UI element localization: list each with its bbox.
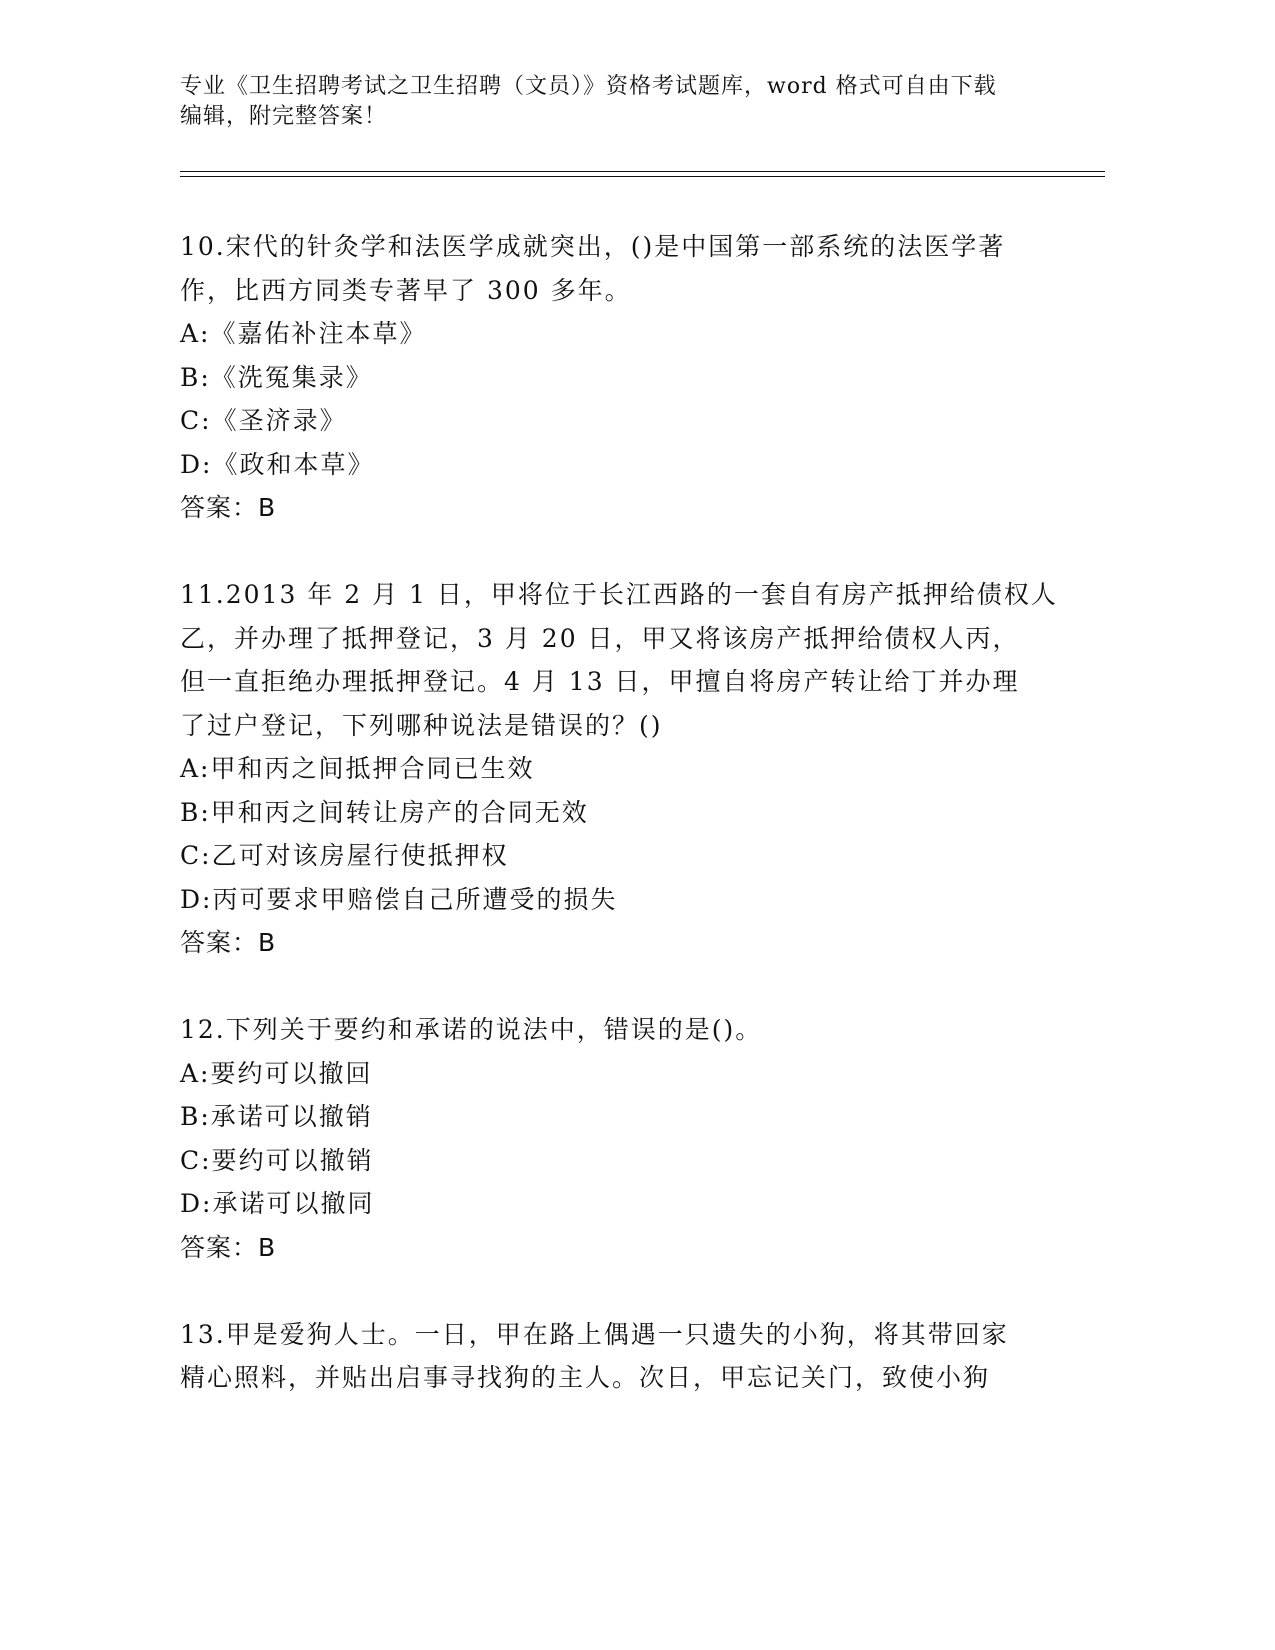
question-spacer: [180, 1269, 1060, 1313]
option-text: 甲和丙之间抵押合同已生效: [210, 754, 535, 783]
document-header: [180, 72, 1060, 132]
question-text-line: 12.下列关于要约和承诺的说法中，错误的是()。: [180, 1015, 763, 1044]
question-text-line: 作，比西方同类专著早了 300 多年。: [180, 275, 632, 305]
question-11: [180, 573, 1060, 965]
question-13: [180, 1313, 1060, 1400]
option-text: 要约可以撤回: [210, 1058, 373, 1088]
option-a: [180, 312, 1060, 356]
option-letter: D:: [180, 1189, 213, 1218]
option-c: [180, 834, 1060, 878]
question-list: [180, 225, 1060, 1400]
option-letter: A:: [180, 319, 211, 348]
option-a: [180, 747, 1060, 791]
header-divider-bottom: [180, 176, 1105, 177]
option-letter: C:: [180, 1145, 212, 1175]
option-text: 甲和丙之间转让房产的合同无效: [210, 797, 589, 827]
option-a: [180, 1052, 1060, 1096]
option-d: [180, 878, 1060, 922]
option-letter: A:: [180, 1058, 211, 1088]
header-line-1: 专业《卫生招聘考试之卫生招聘（文员）》资格考试题库，word 格式可自由下载: [180, 74, 997, 99]
option-text: 乙可对该房屋行使抵押权: [211, 841, 509, 870]
option-text: 《圣济录》: [211, 406, 347, 435]
option-letter: B:: [180, 362, 211, 392]
option-text: 《洗冤集录》: [210, 362, 373, 392]
option-text: 承诺可以撤销: [210, 1102, 373, 1131]
option-letter: D:: [180, 884, 213, 914]
option-letter: C:: [180, 841, 212, 870]
option-b: [180, 1095, 1060, 1139]
option-letter: C:: [180, 406, 212, 435]
option-text: 要约可以撤销: [211, 1145, 374, 1175]
option-letter: B:: [180, 1102, 211, 1131]
option-text: 承诺可以撤同: [212, 1189, 375, 1218]
question-text-line: 13.甲是爱狗人士。一日，甲在路上偶遇一只遗失的小狗，将其带回家: [180, 1319, 1009, 1349]
option-text: 《嘉佑补注本草》: [210, 319, 427, 348]
question-text-line: 10.宋代的针灸学和法医学成就突出，()是中国第一部系统的法医学著: [180, 232, 1006, 261]
question-text-line: 11.2013 年 2 月 1 日，甲将位于长江西路的一套自有房产抵押给债权人: [180, 580, 1058, 609]
question-spacer: [180, 530, 1060, 574]
option-text: 丙可要求甲赔偿自己所遭受的损失: [212, 884, 618, 914]
header-divider-top: [180, 171, 1105, 172]
question-12: [180, 1008, 1060, 1269]
answer-line: 答案：B: [180, 493, 277, 522]
header-line-2: 编辑，附完整答案！: [180, 104, 388, 129]
option-b: [180, 356, 1060, 400]
answer-line: 答案：B: [180, 928, 277, 957]
answer-line: 答案：B: [180, 1232, 277, 1262]
option-d: [180, 1182, 1060, 1226]
option-letter: D:: [180, 449, 213, 479]
option-b: [180, 791, 1060, 835]
question-text-line: 乙，并办理了抵押登记，3 月 20 日，甲又将该房产抵押给债权人丙，: [180, 623, 1020, 653]
option-letter: A:: [180, 754, 211, 783]
option-c: [180, 399, 1060, 443]
option-d: [180, 443, 1060, 487]
question-text-line: 了过户登记，下列哪种说法是错误的？(): [180, 710, 663, 740]
option-c: [180, 1139, 1060, 1183]
question-spacer: [180, 965, 1060, 1009]
option-letter: B:: [180, 797, 211, 827]
question-text-line: 精心照料，并贴出启事寻找狗的主人。次日，甲忘记关门，致使小狗: [180, 1363, 991, 1392]
question-text-line: 但一直拒绝办理抵押登记。4 月 13 日，甲擅自将房产转让给丁并办理: [180, 667, 1020, 696]
option-text: 《政和本草》: [212, 449, 375, 479]
question-10: [180, 225, 1060, 530]
